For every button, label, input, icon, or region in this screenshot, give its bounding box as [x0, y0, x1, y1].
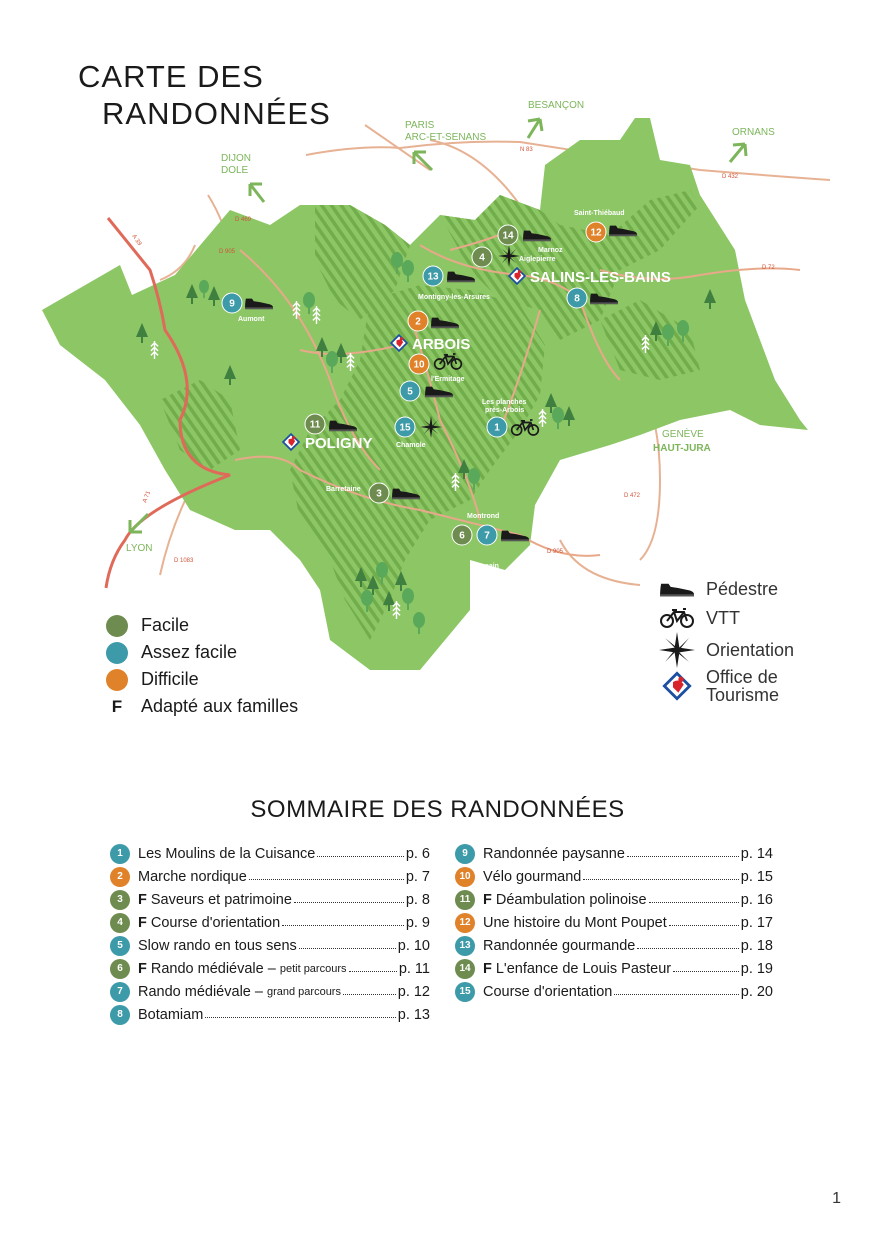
toc-page-ref: p. 10: [397, 937, 430, 954]
toc-item-15[interactable]: [455, 980, 773, 1003]
toc-item-title: Saveurs et patrimoine: [150, 891, 292, 908]
map-title-line2: RANDONNÉES: [102, 96, 331, 131]
legend-family-label: Adapté aux familles: [141, 696, 299, 716]
road-d469: D 469: [235, 217, 252, 223]
svg-text:3: 3: [376, 488, 382, 500]
place-aumont: Aumont: [238, 316, 265, 323]
svg-text:8: 8: [574, 293, 580, 305]
toc-item-title: Une histoire du Mont Poupet: [483, 914, 667, 931]
dot-leader: [583, 869, 738, 880]
toc-number-badge: 3: [110, 890, 130, 910]
toc-number-badge: 6: [110, 959, 130, 979]
dot-leader: [669, 915, 739, 926]
toc-item-14[interactable]: [455, 957, 773, 980]
road-d1083: D 1083: [174, 558, 194, 564]
svg-text:2: 2: [415, 316, 421, 328]
label-dole: DOLE: [221, 165, 249, 176]
legend-orientation: [658, 632, 794, 668]
dot-leader: [637, 938, 738, 949]
svg-text:7: 7: [484, 530, 490, 542]
toc-number-badge: 1: [110, 844, 130, 864]
legend-bike: [658, 603, 794, 632]
toc-number-badge: 15: [455, 982, 475, 1002]
dot-leader: [343, 984, 396, 995]
toc-number-badge: 13: [455, 936, 475, 956]
toc-item-7[interactable]: [110, 980, 430, 1003]
svg-text:4: 4: [479, 252, 485, 264]
svg-text:14: 14: [502, 230, 514, 242]
road-a71: A 71: [142, 490, 152, 504]
medium-dot-icon: [106, 642, 128, 664]
label-ornans: ORNANS: [732, 127, 775, 138]
toc-item-13[interactable]: [455, 934, 773, 957]
toc-page-ref: p. 8: [405, 891, 430, 908]
toc-item-title: Course d'orientation: [150, 914, 281, 931]
trail-marker-12: [586, 222, 606, 242]
dot-leader: [649, 892, 739, 903]
family-symbol: F: [111, 696, 123, 716]
toc-left-column: [110, 842, 430, 1026]
hard-dot-icon: [106, 669, 128, 691]
family-symbol: F: [138, 960, 147, 977]
family-symbol: F: [138, 891, 147, 908]
road-a39: A 39: [130, 233, 143, 247]
toc-page-ref: p. 7: [405, 868, 430, 885]
toc-item-4[interactable]: [110, 911, 430, 934]
svg-text:13: 13: [427, 271, 439, 283]
toc-number-badge: 8: [110, 1005, 130, 1025]
dot-leader: [317, 846, 403, 857]
town-salins: SALINS-LES-BAINS: [530, 269, 671, 286]
legend-office: [658, 668, 794, 704]
svg-text:1: 1: [494, 422, 500, 434]
toc-page-ref: p. 9: [405, 914, 430, 931]
toc-item-title: Déambulation polinoise: [495, 891, 647, 908]
toc-item-title: Randonnée gourmande: [483, 937, 636, 954]
toc-item-11[interactable]: [455, 888, 773, 911]
trail-marker-1: [487, 417, 507, 437]
dot-leader: [614, 984, 738, 995]
tourism-office-icon: [661, 670, 693, 702]
svg-text:11: 11: [309, 419, 321, 431]
toc-page-ref: p. 16: [740, 891, 773, 908]
trail-marker-4: [472, 247, 492, 267]
road-d432: D 432: [722, 174, 739, 180]
road-n83: N 83: [520, 147, 533, 153]
toc-page-ref: p. 12: [397, 983, 430, 1000]
place-chamole: Chamole: [396, 442, 426, 449]
page-number: 1: [832, 1190, 841, 1207]
legend-walk-label: Pédestre: [706, 578, 779, 599]
summary-title: SOMMAIRE DES RANDONNÉES: [250, 796, 625, 823]
legend-orientation-label: Orientation: [706, 640, 795, 660]
toc-page-ref: p. 17: [740, 914, 773, 931]
difficulty-legend: [106, 612, 298, 720]
trail-marker-15: [395, 417, 415, 437]
toc-item-title: L'enfance de Louis Pasteur: [495, 960, 672, 977]
dot-leader: [249, 869, 404, 880]
trail-marker-11: [305, 414, 325, 434]
toc-right-column: [455, 842, 773, 1003]
family-symbol: F: [138, 914, 147, 931]
easy-dot-icon: [106, 615, 128, 637]
svg-text:6: 6: [459, 530, 465, 542]
toc-number-badge: 9: [455, 844, 475, 864]
toc-item-5[interactable]: [110, 934, 430, 957]
trail-marker-5: [400, 381, 420, 401]
toc-number-badge: 4: [110, 913, 130, 933]
svg-text:12: 12: [590, 227, 602, 239]
svg-text:9: 9: [229, 298, 235, 310]
trail-marker-6: [452, 525, 472, 545]
dot-leader: [673, 961, 739, 972]
svg-text:5: 5: [407, 386, 413, 398]
toc-item-3[interactable]: [110, 888, 430, 911]
toc-item-title: Botamiam: [138, 1006, 204, 1023]
dot-leader: [294, 892, 404, 903]
dot-leader: [627, 846, 739, 857]
place-montigny: Montigny-les-Arsures: [418, 294, 490, 301]
place-aiglepierre: Aiglepierre: [519, 256, 556, 263]
toc-item-title: Rando médiévale –: [138, 983, 267, 1000]
toc-number-badge: 12: [455, 913, 475, 933]
label-dijon: DIJON: [221, 153, 251, 164]
toc-item-title: Randonnée paysanne: [483, 845, 625, 862]
compass-star-icon: [659, 632, 695, 668]
shoe-icon: [659, 580, 695, 598]
toc-item-title: Les Moulins de la Cuisance: [138, 845, 316, 862]
trail-marker-10: [409, 354, 429, 374]
trail-marker-9: [222, 293, 242, 313]
map-title-line1: CARTE DES: [78, 59, 264, 94]
legend-hard: [106, 666, 298, 693]
toc-number-badge: 10: [455, 867, 475, 887]
town-arbois: ARBOIS: [412, 336, 471, 353]
svg-text:15: 15: [399, 422, 411, 434]
place-marnoz: Marnoz: [538, 247, 563, 254]
place-barretaine: Barretaine: [326, 486, 361, 493]
toc-item-8[interactable]: [110, 1003, 430, 1026]
toc-item-title: Vélo gourmand: [483, 868, 582, 885]
toc-item-1[interactable]: [110, 842, 430, 865]
legend-family: [106, 693, 298, 720]
dot-leader: [282, 915, 404, 926]
toc-item-6[interactable]: [110, 957, 430, 980]
legend-easy-label: Facile: [141, 615, 190, 635]
toc-number-badge: 11: [455, 890, 475, 910]
toc-number-badge: 5: [110, 936, 130, 956]
town-poligny: POLIGNY: [305, 435, 373, 452]
toc-item-subtitle: petit parcours: [279, 962, 347, 975]
label-haut-jura: HAUT-JURA: [653, 443, 711, 454]
trail-marker-14: [498, 225, 518, 245]
toc-page-ref: p. 14: [740, 845, 773, 862]
dot-leader: [299, 938, 396, 949]
family-symbol: F: [483, 960, 492, 977]
dot-leader: [349, 961, 397, 972]
dot-leader: [205, 1007, 395, 1018]
label-lyon: LYON: [126, 543, 153, 554]
trail-marker-8: [567, 288, 587, 308]
legend-medium: [106, 639, 298, 666]
label-geneve: GENÈVE: [662, 429, 704, 440]
label-besancon: BESANÇON: [528, 100, 585, 111]
legend-hard-label: Difficile: [141, 669, 199, 689]
legend-walk: [658, 574, 794, 603]
toc-page-ref: p. 18: [740, 937, 773, 954]
road-d72: D 72: [762, 265, 775, 271]
toc-item-title: Slow rando en tous sens: [138, 937, 297, 954]
place-planches-line1: Les planches: [482, 399, 527, 406]
place-montrond: Montrond: [467, 513, 500, 520]
toc-number-badge: 7: [110, 982, 130, 1002]
toc-item-title: Rando médiévale –: [150, 960, 280, 977]
trail-marker-13: [423, 266, 443, 286]
toc-number-badge: 2: [110, 867, 130, 887]
bike-icon: [659, 608, 695, 628]
road-d905a: D 905: [219, 249, 236, 255]
trail-marker-7: [477, 525, 497, 545]
toc-page-ref: p. 15: [740, 868, 773, 885]
toc-item-12[interactable]: [455, 911, 773, 934]
place-besain: Besain: [476, 563, 499, 570]
road-d472: D 472: [624, 493, 641, 499]
label-arc-et-senans: ARC-ET-SENANS: [405, 132, 487, 143]
place-planches-line2: près-Arbois: [485, 407, 525, 414]
svg-text:10: 10: [413, 359, 425, 371]
legend-office-label: Office de Tourisme: [706, 667, 780, 705]
toc-item-2[interactable]: [110, 865, 430, 888]
trail-marker-2: [408, 311, 428, 331]
road-d905b: D 905: [547, 549, 564, 555]
toc-page-ref: p. 6: [405, 845, 430, 862]
legend-bike-label: VTT: [706, 607, 740, 628]
toc-item-10[interactable]: [455, 865, 773, 888]
toc-item-subtitle: grand parcours: [266, 985, 341, 998]
toc-page-ref: p. 11: [398, 960, 430, 977]
activity-legend: [658, 574, 794, 704]
legend-easy: [106, 612, 298, 639]
place-ermitage: l'Ermitage: [431, 376, 465, 383]
legend-medium-label: Assez facile: [141, 642, 238, 662]
toc-item-title: Course d'orientation: [483, 983, 613, 1000]
toc-page-ref: p. 20: [740, 983, 773, 1000]
family-symbol: F: [483, 891, 492, 908]
toc-item-title: Marche nordique: [138, 868, 247, 885]
toc-number-badge: 14: [455, 959, 475, 979]
toc-page-ref: p. 19: [740, 960, 773, 977]
toc-item-9[interactable]: [455, 842, 773, 865]
label-paris: PARIS: [405, 120, 435, 131]
trail-marker-3: [369, 483, 389, 503]
place-saint-thiebaud: Saint-Thiébaud: [574, 210, 625, 217]
toc-page-ref: p. 13: [397, 1006, 430, 1023]
